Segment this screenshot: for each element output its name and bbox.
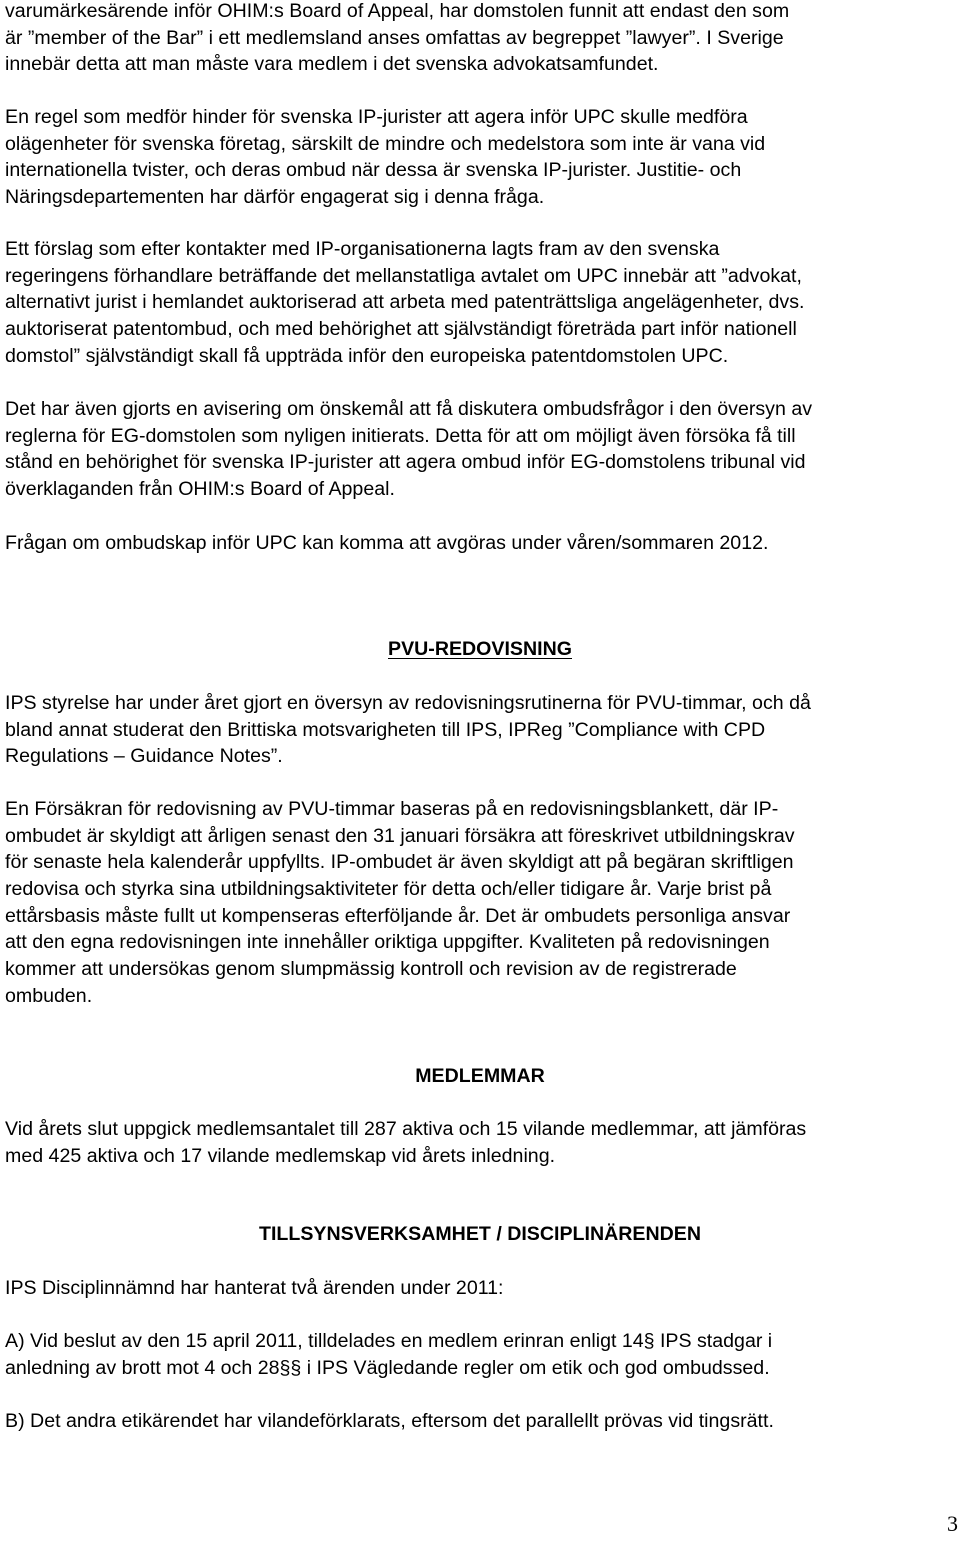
paragraph-arende-b <box>5 1408 957 1435</box>
text-line: regeringens förhandlare beträffande det mellanstatliga avtalet om UPC innebär att ”advokat, <box>5 264 802 287</box>
text-line: A) Vid beslut av den 15 april 2011, tilldelades en medlem erinran enligt 14§ IPS stadgar i <box>5 1330 773 1352</box>
text-line: med 425 aktiva och 17 vilande medlemskap vid årets inledning. <box>5 1144 556 1167</box>
text-line: Regulations – Guidance Notes”. <box>5 745 283 768</box>
text-line: auktoriserat patentombud, och med behörighet att självständigt företräda part inför nationell <box>5 318 797 341</box>
paragraph-ips-styrelse <box>5 690 957 770</box>
text-line: En regel som medför hinder för svenska IP-jurister att agera inför UPC skulle medföra <box>5 106 748 128</box>
text-line: En Försäkran för redovisning av PVU-timmar baseras på en redovisningsblankett, där IP- <box>5 798 779 820</box>
heading-pvu-redovisning <box>0 636 960 663</box>
text-line: alternativt jurist i hemlandet auktoriserad att arbeta med patenträttsliga angelägenheter, dvs. <box>5 291 805 314</box>
heading-tillsynsverksamhet <box>0 1221 960 1248</box>
paragraph-forsakran <box>5 796 957 1010</box>
text-line: IPS Disciplinnämnd har hanterat två ärenden under 2011: <box>5 1277 504 1299</box>
text-line: Det har även gjorts en avisering om önskemål att få diskutera ombudsfrågor i den översyn av <box>5 398 813 420</box>
text-line: redovisa och styrka sina utbildningsaktiviteter för detta och/eller tidigare år. Varje brist på <box>5 878 772 901</box>
text-line: för senaste hela kalenderår uppfyllts. IP-ombudet är även skyldigt att på begäran skriftligen <box>5 851 794 874</box>
paragraph-eg-domstolen <box>5 396 957 503</box>
paragraph-medlemsantal <box>5 1116 957 1169</box>
text-line: Ett förslag som efter kontakter med IP-organisationerna lagts fram av den svenska <box>5 238 720 260</box>
text-line: anledning av brott mot 4 och 28§§ i IPS Vägledande regler om etik och god ombudssed. <box>5 1356 770 1379</box>
paragraph-upc-hinder <box>5 104 957 211</box>
text-line: Näringsdepartementen har därför engagerat sig i denna fråga. <box>5 186 545 209</box>
text-line: är ”member of the Bar” i ett medlemsland anses omfattas av begreppet ”lawyer”. I Sverige <box>5 26 784 49</box>
paragraph-forslag <box>5 236 957 369</box>
text-line: reglerna för EG-domstolen som nyligen initierats. Detta för att om möjligt även försöka få till <box>5 424 796 447</box>
text-line: överklaganden från OHIM:s Board of Appeal. <box>5 478 395 501</box>
paragraph-ombudskap-upc <box>5 530 957 557</box>
text-line: internationella tvister, och deras ombud när dessa är svenska IP-jurister. Justitie- och <box>5 159 742 182</box>
page-number: 3 <box>947 1511 958 1536</box>
text-line: Frågan om ombudskap inför UPC kan komma att avgöras under våren/sommaren 2012. <box>5 532 769 554</box>
heading-text: TILLSYNSVERKSAMHET / DISCIPLINÄRENDEN <box>259 1223 701 1245</box>
text-line: varumärkesärende inför OHIM:s Board of Appeal, har domstolen funnit att endast den som <box>5 0 790 22</box>
heading-medlemmar <box>0 1063 960 1090</box>
text-line: bland annat studerat den Brittiska motsvarigheten till IPS, IPReg ”Compliance with CPD <box>5 718 766 741</box>
text-line: ombudet är skyldigt att årligen senast den 31 januari försäkra att föreskrivet utbildningskrav <box>5 824 795 847</box>
paragraph-trademark-ohim <box>5 0 957 78</box>
text-line: stånd en behörighet för svenska IP-jurister att agera ombud inför EG-domstolens tribunal vid <box>5 451 806 474</box>
text-line: kommer att undersökas genom slumpmässig kontroll och revision av de registrerade <box>5 958 737 981</box>
heading-text: PVU-REDOVISNING <box>388 638 572 660</box>
text-line: att den egna redovisningen inte innehåller oriktiga uppgifter. Kvaliteten på redovisningen <box>5 931 770 954</box>
text-line: domstol” självständigt skall få uppträda inför den europeiska patentdomstolen UPC. <box>5 344 729 367</box>
text-line: Vid årets slut uppgick medlemsantalet till 287 aktiva och 15 vilande medlemmar, att jämföras <box>5 1118 807 1140</box>
paragraph-arende-a <box>5 1328 957 1381</box>
heading-text: MEDLEMMAR <box>415 1065 545 1087</box>
text-line: ettårsbasis måste fullt ut kompenseras efterföljande år. Det är ombudets personliga ansvar <box>5 904 791 927</box>
text-line: olägenheter för svenska företag, särskilt de mindre och medelstora som inte är vana vid <box>5 132 766 155</box>
paragraph-disciplinnamnd <box>5 1275 957 1302</box>
text-line: B) Det andra etikärendet har vilandeförklarats, eftersom det parallellt prövas vid tingsrätt. <box>5 1410 774 1432</box>
text-line: innebär detta att man måste vara medlem i det svenska advokatsamfundet. <box>5 53 659 76</box>
text-line: ombuden. <box>5 984 93 1007</box>
text-line: IPS styrelse har under året gjort en översyn av redovisningsrutinerna för PVU-timmar, och då <box>5 692 811 714</box>
